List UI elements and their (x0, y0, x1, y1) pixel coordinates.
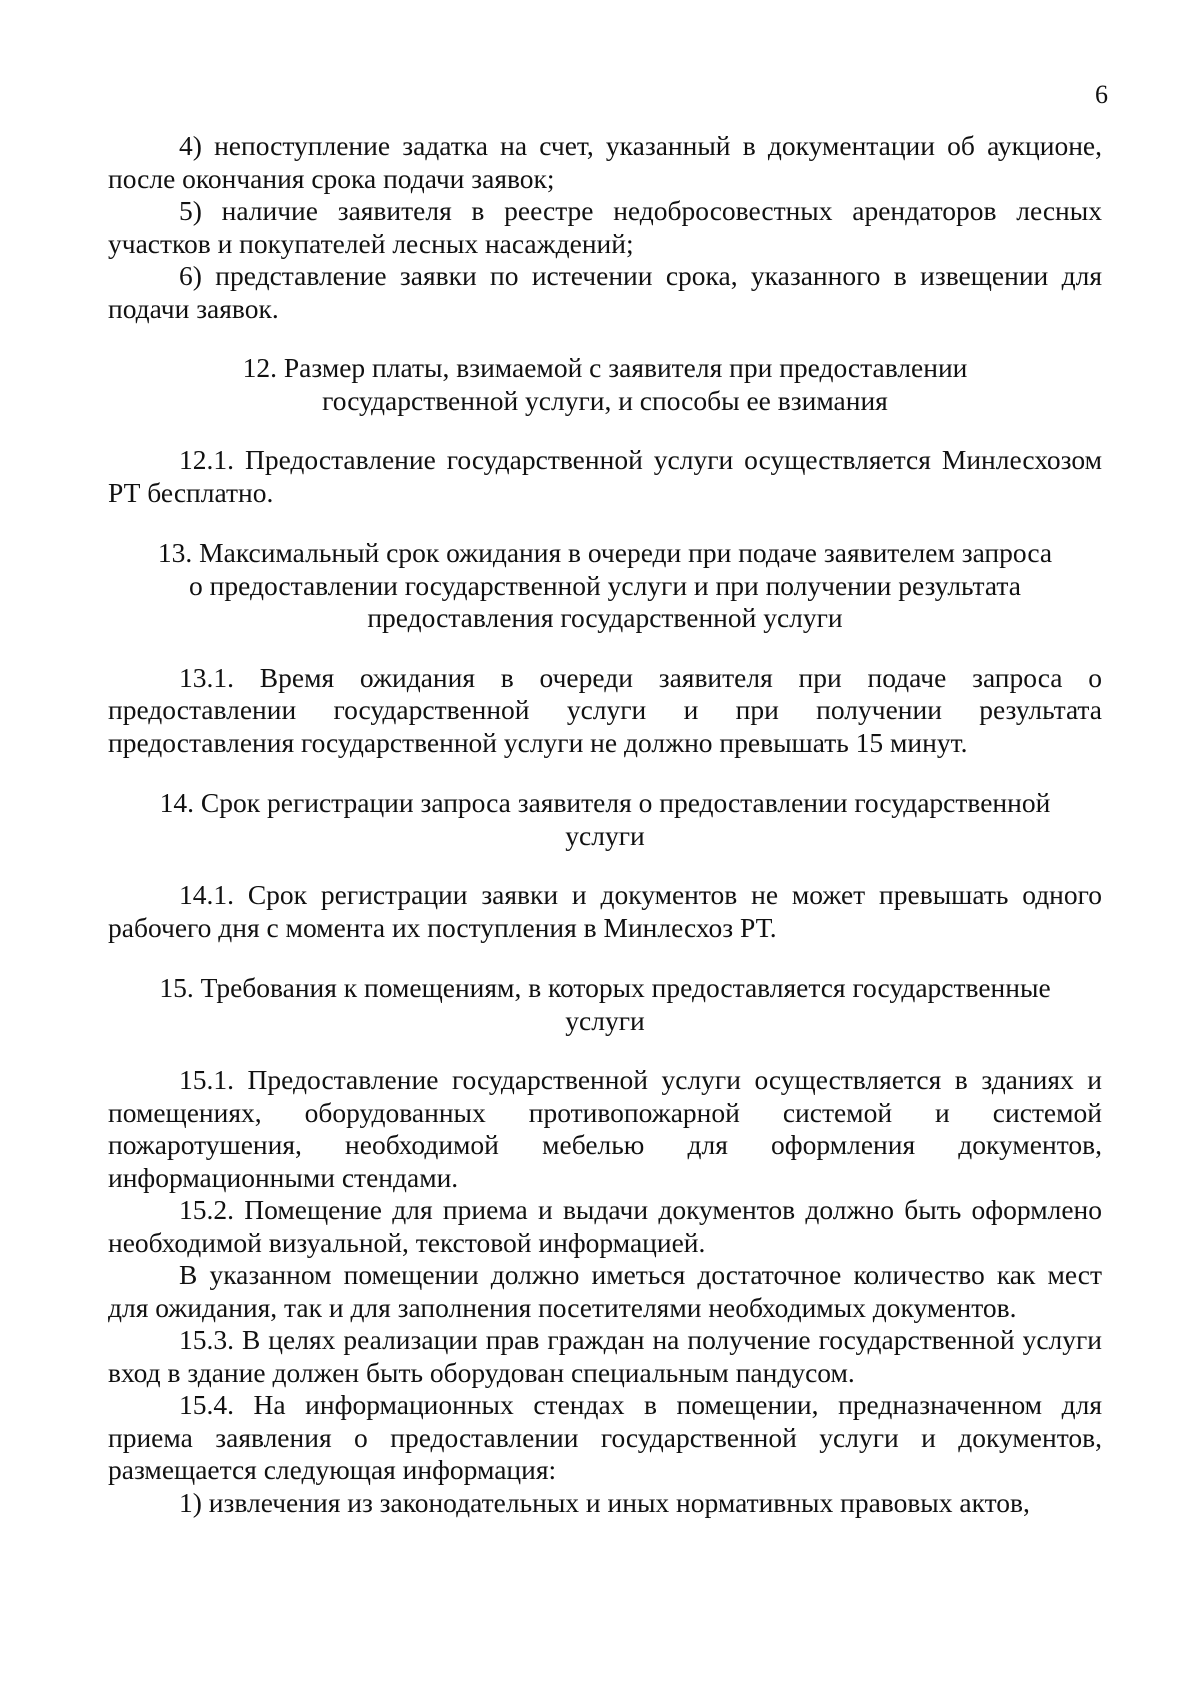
list-item-5: 5) наличие заявителя в реестре недобросовестных арендаторов лесных участков и покупателей лесных насаждений; (108, 195, 1102, 259)
paragraph-12-1: 12.1. Предоставление государственной услуги осуществляется Минлесхозом РТ бесплатно. (108, 444, 1102, 508)
section-heading-13 (108, 537, 1102, 635)
section-heading-15 (108, 972, 1102, 1037)
paragraph-15-1: 15.1. Предоставление государственной услуги осуществляется в зданиях и помещениях, оборудованных противопожарной системой и системой пожаротушения, необходимой мебелью для оформления документов, информационными стендами. (108, 1064, 1102, 1193)
section-heading-14 (108, 787, 1102, 852)
paragraph-14-1: 14.1. Срок регистрации заявки и документов не может превышать одного рабочего дня с момента их поступления в Минлесхоз РТ. (108, 879, 1102, 943)
list-item-4: 4) непоступление задатка на счет, указанный в документации об аукционе, после окончания срока подачи заявок; (108, 130, 1102, 194)
document-body (108, 130, 1102, 1519)
paragraph-15-4: 15.4. На информационных стендах в помещении, предназначенном для приема заявления о предоставлении государственной услуги и документов, размещается следующая информация: (108, 1389, 1102, 1485)
heading-line: услуги (565, 1004, 645, 1036)
section-heading-12 (108, 352, 1102, 417)
paragraph-15-2: 15.2. Помещение для приема и выдачи документов должно быть оформлено необходимой визуальной, текстовой информацией. (108, 1194, 1102, 1258)
heading-line: 13. Максимальный срок ожидания в очереди при подаче заявителем запроса (157, 537, 1053, 568)
heading-line: предоставления государственной услуги (367, 602, 843, 633)
paragraph-15-3: 15.3. В целях реализации прав граждан на получение государственной услуги вход в здание должен быть оборудован специальным пандусом. (108, 1324, 1102, 1388)
paragraph-13-1: 13.1. Время ожидания в очереди заявителя при подаче запроса о предоставлении государственной услуги и при получении результата предоставления государственной услуги не должно превышать 15 минут. (108, 661, 1102, 758)
paragraph-15-2-cont: В указанном помещении должно иметься достаточное количество как мест для ожидания, так и для заполнения посетителями необходимых документов. (108, 1259, 1102, 1323)
heading-line: государственной услуги, и способы ее взимания (322, 384, 888, 416)
heading-line: о предоставлении государственной услуги и при получении результата (189, 569, 1021, 601)
heading-line: 14. Срок регистрации запроса заявителя о предоставлении государственной (159, 787, 1051, 818)
heading-line: 15. Требования к помещениям, в которых предоставляется государственные (159, 972, 1051, 1003)
list-item-1: 1) извлечения из законодательных и иных нормативных правовых актов, (179, 1486, 1030, 1518)
heading-line: услуги (565, 819, 645, 851)
page-number: 6 (1095, 80, 1108, 109)
list-item-6: 6) представление заявки по истечении срока, указанного в извещении для подачи заявок. (108, 260, 1102, 324)
heading-line: 12. Размер платы, взимаемой с заявителя при предоставлении (242, 352, 968, 383)
